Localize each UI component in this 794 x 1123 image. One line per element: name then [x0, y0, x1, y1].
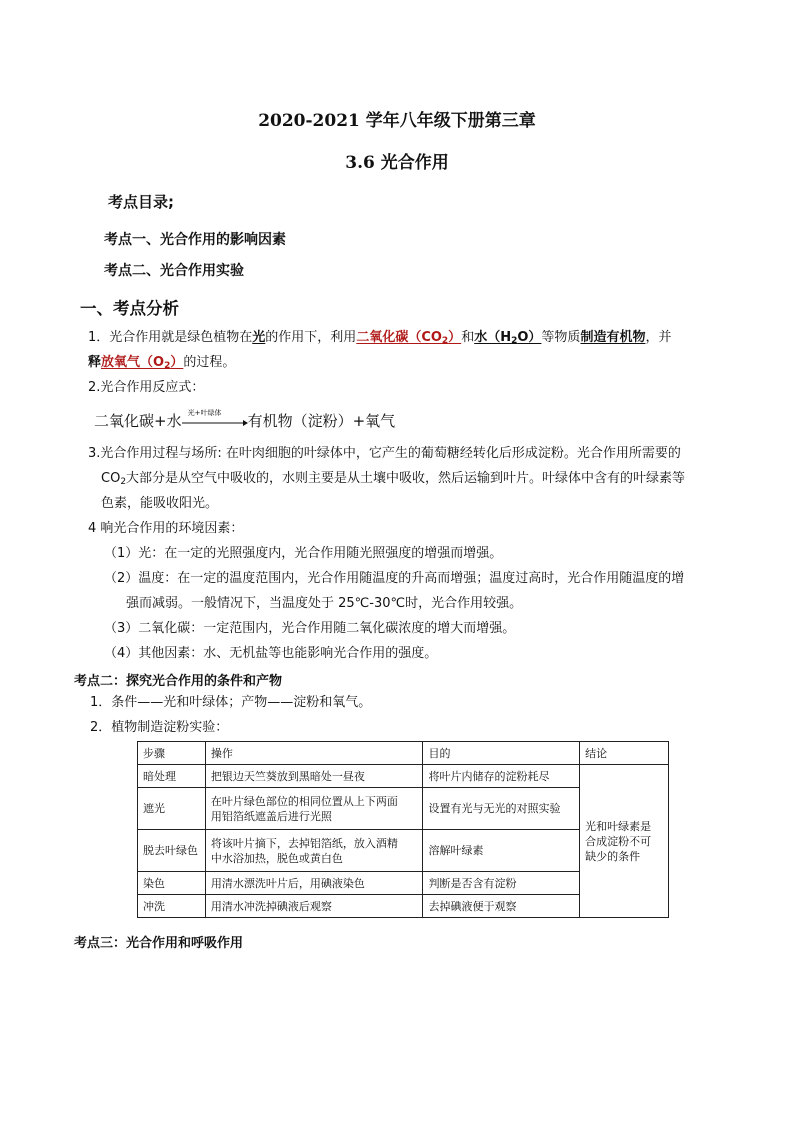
cell-conclusion: 光和叶绿素是 合成淀粉不可 缺少的条件	[580, 765, 669, 918]
header-step: 步骤	[138, 742, 206, 765]
cell-operation: 用清水冲洗掉碘液后观察	[205, 895, 423, 918]
cell-operation: 用清水漂洗叶片后，用碘液染色	[205, 872, 423, 895]
cell-operation: 在叶片绿色部位的相同位置从上下两面 用铝箔纸遮盖后进行光照	[205, 788, 423, 830]
cell-step: 遮光	[138, 788, 206, 830]
paragraph-3-line-1: 3.光合作用过程与场所: 在叶肉细胞的叶绿体中，它产生的葡萄糖经转化后形成淀粉。光合作用所需要的	[88, 446, 681, 461]
cell-step: 冲洗	[138, 895, 206, 918]
section-heading-experiment: 考点二：探究光合作用的条件和产物	[74, 674, 283, 689]
cell-purpose: 设置有光与无光的对照实验	[423, 788, 580, 830]
keyword-organic: 制造有机物	[580, 330, 646, 345]
toc-item-1: 考点一、光合作用的影响因素	[104, 232, 286, 248]
factor-temperature-line-2: 强而减弱。一般情况下，当温度处于 25℃-30℃时，光合作用较强。	[126, 596, 523, 611]
page-subtitle: 3.6 光合作用	[345, 153, 449, 173]
cell-operation: 将该叶片摘下，去掉铝箔纸，放入酒精 中水浴加热，脱色或黄白色	[205, 830, 423, 872]
toc-heading: 考点目录;	[108, 193, 174, 211]
header-operation: 操作	[205, 742, 423, 765]
section-heading-respiration: 考点三：光合作用和呼吸作用	[74, 936, 244, 951]
reaction-equation	[94, 410, 395, 431]
section-heading-analysis: 一、考点分析	[80, 299, 179, 318]
cell-step: 暗处理	[138, 765, 206, 788]
header-conclusion: 结论	[580, 742, 669, 765]
keyword-water: 水$(H_2O)$	[474, 330, 542, 346]
table-header-row	[138, 742, 669, 765]
factor-light: （1）光：在一定的光照强度内，光合作用随光照强度的增强而增强。	[104, 546, 503, 561]
cell-operation: 把银边天竺葵放到黑暗处一昼夜	[205, 765, 423, 788]
header-purpose: 目的	[423, 742, 580, 765]
paragraph-4: 4 响光合作用的环境因素：	[88, 521, 244, 536]
equation-condition: 光+叶绿体	[187, 408, 222, 417]
paragraph-3-line-2: $CO_2$大部分是从空气中吸收的，水则主要是从土壤中吸收，然后运输到叶片。叶绿体中含有的叶绿素等	[101, 471, 686, 487]
cell-purpose: 去掉碘液便于观察	[423, 895, 580, 918]
toc-item-2: 考点二、光合作用实验	[104, 263, 244, 279]
cell-purpose: 判断是否含有淀粉	[423, 872, 580, 895]
page-title: 2020-2021 学年八年级下册第三章	[258, 111, 536, 131]
keyword-co2: 二氧化碳$(CO_2)$	[356, 330, 462, 346]
factor-co2: （3）二氧化碳：一定范围内，光合作用随二氧化碳浓度的增大而增强。	[104, 621, 516, 636]
experiment-table	[137, 741, 669, 918]
keyword-oxygen: 放氧气$(O_2)$	[101, 355, 184, 371]
paragraph-1-line-2: 释放氧气$(O_2)$的过程。	[88, 355, 236, 371]
keyword-light: 光	[252, 330, 266, 345]
experiment-item-1: 1．条件——光和叶绿体；产物——淀粉和氧气。	[90, 695, 372, 710]
cell-purpose: 将叶片内储存的淀粉耗尽	[423, 765, 580, 788]
equation-right: 有机物（淀粉）+氧气	[247, 412, 396, 430]
cell-purpose: 溶解叶绿素	[423, 830, 580, 872]
paragraph-2: 2.光合作用反应式：	[88, 380, 205, 395]
cell-step: 脱去叶绿色	[138, 830, 206, 872]
reaction-arrow-icon	[182, 408, 248, 429]
experiment-item-2: 2．植物制造淀粉实验：	[90, 720, 229, 735]
factor-other: （4）其他因素：水、无机盐等也能影响光合作用的强度。	[104, 646, 438, 661]
paragraph-3-line-3: 色素，能吸收阳光。	[101, 496, 219, 511]
equation-left: 二氧化碳+水	[94, 412, 182, 430]
table-row	[138, 765, 669, 788]
cell-step: 染色	[138, 872, 206, 895]
factor-temperature-line-1: （2）温度：在一定的温度范围内，光合作用随温度的升高而增强；温度过高时，光合作用随温度的增	[104, 571, 685, 586]
paragraph-1-line-1: 1．光合作用就是绿色植物在光的作用下，利用二氧化碳$(CO_2)$和水$(H_2O)$等物质制造有机物，并	[88, 330, 672, 346]
